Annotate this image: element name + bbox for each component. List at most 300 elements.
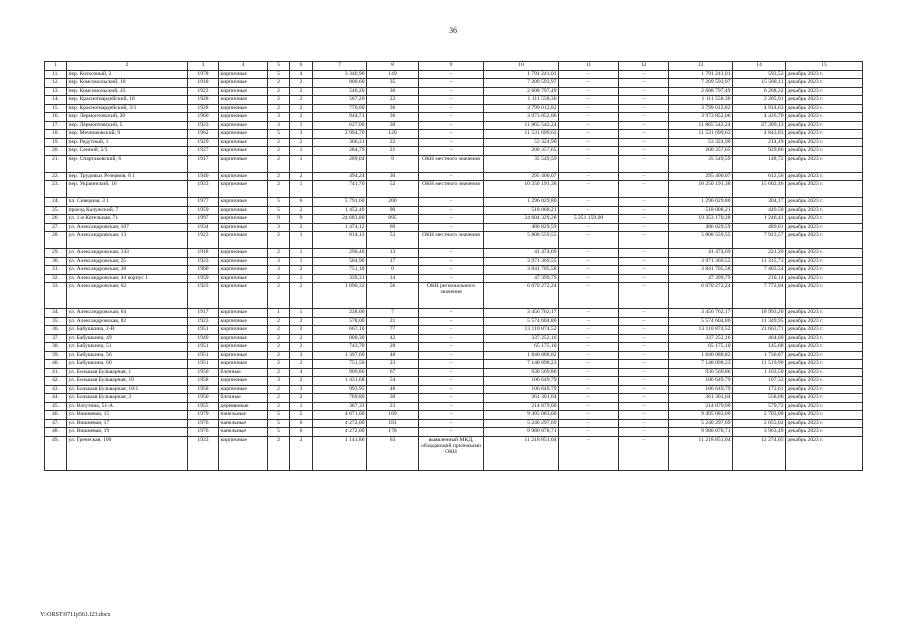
table-cell: ОКН местного значения: [419, 155, 484, 172]
table-cell: 584,90: [313, 257, 367, 266]
table-cell: 2: [268, 394, 290, 403]
table-cell: –: [419, 87, 484, 96]
table-cell: –: [559, 428, 619, 437]
table-cell: 5: [268, 70, 290, 79]
table-cell: 2: [268, 274, 290, 283]
table-cell: 1: [290, 181, 313, 198]
table-cell: декабрь 2023 г.: [786, 317, 863, 326]
table-cell: 486 829,59: [484, 223, 559, 232]
table-cell: 2: [268, 317, 290, 326]
table-cell: 1928: [188, 96, 219, 105]
table-cell: пер. Мечниковский, 9: [67, 130, 188, 139]
table-row: [45, 317, 863, 326]
table-cell: кирпичные: [219, 113, 268, 122]
table-cell: 33.: [45, 283, 67, 309]
table-cell: 2: [268, 249, 290, 258]
table-cell: кирпичные: [219, 351, 268, 360]
table-cell: 10 250 191,38: [669, 181, 733, 198]
table-cell: декабрь 2023 г.: [786, 155, 863, 172]
table-cell: декабрь 2023 г.: [786, 343, 863, 352]
table-cell: 3 456 762,17: [484, 309, 559, 318]
table-cell: 1929: [188, 138, 219, 147]
table-cell: кирпичные: [219, 155, 268, 172]
table-cell: 6 070 272,24: [484, 283, 559, 309]
table-cell: –: [559, 232, 619, 249]
table-cell: кирпичные: [219, 309, 268, 318]
table-cell: 814,13: [313, 232, 367, 249]
footer-file-path: Y:\ORST\0711p561.f23.docx: [40, 612, 111, 618]
table-row: [45, 113, 863, 122]
table-cell: 1917: [188, 155, 219, 172]
table-cell: 5 791,60: [313, 198, 367, 207]
table-cell: декабрь 2023 г.: [786, 96, 863, 105]
table-cell: 9 980 078,71: [669, 428, 733, 437]
table-cell: 930 569,86: [669, 368, 733, 377]
table-cell: 13 110 874,52: [484, 326, 559, 335]
table-cell: 1: [290, 257, 313, 266]
table-cell: 5 808 559,55: [669, 232, 733, 249]
table-cell: 3: [268, 113, 290, 122]
table-cell: ул. Александровская, 82: [67, 317, 188, 326]
table-cell: 1958: [188, 385, 219, 394]
table-row: [45, 130, 863, 139]
table-cell: –: [419, 215, 484, 224]
table-cell: 1950: [188, 394, 219, 403]
table-cell: –: [619, 309, 669, 318]
table-row: [45, 70, 863, 79]
table-cell: 169: [367, 411, 419, 420]
table-cell: кирпичные: [219, 121, 268, 130]
table-cell: –: [619, 113, 669, 122]
table-cell: 295 400,07: [669, 172, 733, 181]
table-cell: –: [619, 317, 669, 326]
table-cell: –: [419, 317, 484, 326]
table-cell: 27.: [45, 223, 67, 232]
table-cell: 944,71: [313, 113, 367, 122]
table-cell: декабрь 2023 г.: [786, 326, 863, 335]
table-row: [45, 351, 863, 360]
table-cell: –: [419, 394, 484, 403]
table-cell: 5: [268, 428, 290, 437]
table-cell: 1923: [188, 181, 219, 198]
table-cell: декабрь 2023 г.: [786, 79, 863, 88]
table-cell: 751,50: [313, 360, 367, 369]
table-row: [45, 334, 863, 343]
table-cell: 1 141,86: [313, 436, 367, 470]
table-cell: 449,50: [733, 206, 786, 215]
table-cell: 38.: [45, 343, 67, 352]
table-cell: 30: [367, 121, 419, 130]
table-cell: 2: [290, 223, 313, 232]
table-cell: декабрь 2023 г.: [786, 87, 863, 96]
table-cell: 11 218 851,04: [669, 436, 733, 470]
table-cell: 2: [290, 343, 313, 352]
table-cell: кирпичные: [219, 70, 268, 79]
table-cell: декабрь 2023 г.: [786, 130, 863, 139]
table-cell: 1 431,68: [313, 377, 367, 386]
table-cell: декабрь 2023 г.: [786, 351, 863, 360]
header-cell: 8: [367, 62, 419, 71]
table-cell: 289,04: [313, 155, 367, 172]
table-cell: 1962: [188, 130, 219, 139]
table-cell: 7 209 593,97: [484, 79, 559, 88]
table-cell: 2: [268, 96, 290, 105]
table-cell: ул. Вишневая, 15: [67, 411, 188, 420]
table-cell: 47 399,79: [669, 274, 733, 283]
table-cell: 6: [290, 198, 313, 207]
table-cell: –: [619, 172, 669, 181]
table-cell: кирпичные: [219, 130, 268, 139]
table-cell: 28.: [45, 232, 67, 249]
table-cell: ул. Александровская, 62: [67, 283, 188, 309]
table-cell: –: [419, 411, 484, 420]
table-cell: 2 055,02: [733, 419, 786, 428]
table-cell: ул. Большая Бульварная, 1: [67, 368, 188, 377]
table-cell: –: [419, 198, 484, 207]
table-cell: 14: [367, 274, 419, 283]
table-cell: –: [619, 223, 669, 232]
table-cell: кирпичные: [219, 257, 268, 266]
table-cell: –: [559, 266, 619, 275]
table-cell: декабрь 2023 г.: [786, 309, 863, 318]
table-row: [45, 215, 863, 224]
table-cell: 2: [268, 385, 290, 394]
table-cell: 200 357,65: [484, 147, 559, 156]
table-row: [45, 377, 863, 386]
table-cell: 41 474,69: [669, 249, 733, 258]
table-cell: 494,24: [313, 172, 367, 181]
table-cell: 210,14: [733, 274, 786, 283]
table-cell: 13.: [45, 87, 67, 96]
table-row: [45, 138, 863, 147]
table-cell: 37.: [45, 334, 67, 343]
table-cell: панельные: [219, 411, 268, 420]
table-cell: 106 649,79: [669, 377, 733, 386]
table-cell: –: [419, 172, 484, 181]
table-cell: –: [419, 223, 484, 232]
table-cell: 1928: [188, 104, 219, 113]
table-cell: 29.: [45, 249, 67, 258]
table-cell: декабрь 2023 г.: [786, 206, 863, 215]
table-cell: –: [619, 368, 669, 377]
table-cell: –: [559, 326, 619, 335]
table-cell: –: [619, 385, 669, 394]
table-cell: 486 829,59: [669, 223, 733, 232]
table-cell: пер. Колхозный, 2: [67, 70, 188, 79]
table-cell: –: [559, 147, 619, 156]
table-row: [45, 283, 863, 309]
table-cell: 593,52: [733, 70, 786, 79]
table-cell: 800,60: [313, 79, 367, 88]
table-cell: 3 963,49: [733, 428, 786, 437]
table-cell: 2: [268, 138, 290, 147]
table-cell: 11 315,73: [733, 257, 786, 266]
table-cell: 5: [268, 206, 290, 215]
header-cell: 4: [219, 62, 268, 71]
table-cell: 2: [290, 79, 313, 88]
table-cell: 16.: [45, 113, 67, 122]
header-cell: 5: [268, 62, 290, 71]
table-cell: декабрь 2023 г.: [786, 172, 863, 181]
table-cell: декабрь 2023 г.: [786, 70, 863, 79]
table-cell: 1979: [188, 411, 219, 420]
table-cell: –: [419, 428, 484, 437]
table-cell: –: [619, 138, 669, 147]
table-cell: кирпичные: [219, 274, 268, 283]
table-cell: 26.: [45, 215, 67, 224]
table-cell: 21: [367, 317, 419, 326]
table-cell: ул. Большая Бульварная, 10: [67, 377, 188, 386]
table-cell: 18.: [45, 130, 67, 139]
table-cell: –: [559, 394, 619, 403]
table-cell: –: [419, 326, 484, 335]
table-cell: 9 495 083,00: [484, 411, 559, 420]
table-cell: 25.: [45, 206, 67, 215]
table-cell: 11 531 699,63: [484, 130, 559, 139]
table-cell: 3 841 705,58: [669, 266, 733, 275]
table-cell: 2 205,91: [733, 96, 786, 105]
table-row: [45, 121, 863, 130]
table-cell: ул. Александровская, 44 корпус 1: [67, 274, 188, 283]
table-cell: 54: [367, 377, 419, 386]
table-cell: кирпичные: [219, 326, 268, 335]
table-cell: –: [559, 274, 619, 283]
table-cell: –: [619, 87, 669, 96]
table-cell: –: [559, 385, 619, 394]
header-cell: 13: [669, 62, 733, 71]
table-cell: 148,72: [733, 155, 786, 172]
table-cell: 47 399,79: [484, 274, 559, 283]
table-cell: 4: [290, 368, 313, 377]
table-cell: 1960: [188, 266, 219, 275]
table-cell: 7 209 593,97: [669, 79, 733, 88]
table-cell: 7: [367, 309, 419, 318]
table-cell: 1960: [188, 113, 219, 122]
table-cell: 48.: [45, 428, 67, 437]
table-cell: 2: [268, 402, 290, 411]
table-cell: ул. Бабушкина, 60: [67, 360, 188, 369]
table-cell: 587,20: [313, 96, 367, 105]
table-cell: 19.: [45, 138, 67, 147]
table-cell: 41 474,69: [484, 249, 559, 258]
table-cell: 52: [367, 181, 419, 198]
table-cell: 993,95: [313, 385, 367, 394]
table-cell: –: [419, 70, 484, 79]
table-cell: ул. Александровская, 107: [67, 223, 188, 232]
table-cell: 2: [290, 87, 313, 96]
table-cell: –: [559, 96, 619, 105]
table-cell: 106 649,79: [484, 377, 559, 386]
table-cell: 1 474,12: [313, 223, 367, 232]
table-cell: 2: [290, 317, 313, 326]
table-cell: 63: [367, 436, 419, 470]
page-number: 36: [449, 26, 457, 35]
table-cell: 9 495 083,00: [669, 411, 733, 420]
table-cell: 5: [268, 419, 290, 428]
table-cell: 35: [367, 79, 419, 88]
table-cell: 39.: [45, 351, 67, 360]
table-cell: 7 772,04: [733, 283, 786, 309]
table-cell: –: [559, 436, 619, 470]
table-cell: кирпичные: [219, 138, 268, 147]
table-cell: 2: [290, 334, 313, 343]
header-cell: 1: [45, 62, 67, 71]
table-cell: 40.: [45, 360, 67, 369]
table-cell: 2: [268, 351, 290, 360]
table-cell: 12.: [45, 79, 67, 88]
table-cell: 339,31: [313, 274, 367, 283]
table-cell: –: [419, 206, 484, 215]
table-cell: 337 252,16: [669, 334, 733, 343]
table-cell: 24 604 329,28: [484, 215, 559, 224]
table-cell: 22: [367, 96, 419, 105]
table-cell: –: [559, 172, 619, 181]
table-cell: 1997: [188, 215, 219, 224]
table-cell: ул. Александровская, 143: [67, 249, 188, 258]
table-cell: пер. Комсомольский, 18: [67, 79, 188, 88]
table-cell: –: [559, 317, 619, 326]
table-cell: –: [419, 266, 484, 275]
table-cell: 1940: [188, 172, 219, 181]
table-cell: 1958: [188, 377, 219, 386]
table-cell: 21 663,71: [733, 326, 786, 335]
table-cell: 3 799 012,82: [484, 104, 559, 113]
table-cell: 53 324,90: [669, 138, 733, 147]
table-cell: кирпичные: [219, 215, 268, 224]
table-cell: 4 272,00: [313, 419, 367, 428]
table-row: [45, 343, 863, 352]
table-cell: кирпичные: [219, 232, 268, 249]
table-cell: 2: [268, 360, 290, 369]
table-cell: 17.: [45, 121, 67, 130]
table-cell: 5 808 559,55: [484, 232, 559, 249]
table-cell: декабрь 2023 г.: [786, 249, 863, 258]
table-row: [45, 104, 863, 113]
table-cell: 3 971 369,55: [669, 257, 733, 266]
table-cell: 1: [290, 309, 313, 318]
table-cell: ул. Александровская, 38: [67, 266, 188, 275]
table-cell: –: [419, 351, 484, 360]
table-cell: –: [619, 377, 669, 386]
table-cell: ул. Бабушкина, 56: [67, 351, 188, 360]
table-cell: 361 301,64: [484, 394, 559, 403]
header-cell: 3: [188, 62, 219, 71]
table-cell: 1951: [188, 360, 219, 369]
table-cell: 1: [268, 309, 290, 318]
table-cell: 15 568,11: [733, 79, 786, 88]
table-cell: 1: [290, 121, 313, 130]
table-cell: 13 110 874,52: [669, 326, 733, 335]
table-cell: 32.: [45, 274, 67, 283]
table-cell: 1 840 088,82: [484, 351, 559, 360]
table-cell: 2: [290, 138, 313, 147]
table-cell: 23: [367, 360, 419, 369]
table-cell: декабрь 2023 г.: [786, 181, 863, 198]
table-cell: –: [619, 130, 669, 139]
table-cell: 35.: [45, 317, 67, 326]
table-cell: –: [619, 266, 669, 275]
table-cell: ул. Бабушкина, 2-В: [67, 326, 188, 335]
table-cell: –: [559, 87, 619, 96]
table-cell: 41.: [45, 368, 67, 377]
table-cell: –: [419, 138, 484, 147]
table-cell: –: [619, 206, 669, 215]
table-cell: ул. Вишневая, 19: [67, 428, 188, 437]
table-cell: ул. Бабушкина, 49: [67, 334, 188, 343]
table-cell: декабрь 2023 г.: [786, 402, 863, 411]
table-cell: пер. Украинский, 16: [67, 181, 188, 198]
table-cell: 35 549,59: [484, 155, 559, 172]
table-cell: 800,30: [313, 334, 367, 343]
table-cell: 2: [268, 436, 290, 470]
table-cell: 3: [290, 130, 313, 139]
table-cell: –: [619, 249, 669, 258]
table-cell: 2: [268, 343, 290, 352]
table-cell: кирпичные: [219, 334, 268, 343]
table-cell: кирпичные: [219, 385, 268, 394]
table-cell: –: [559, 402, 619, 411]
table-cell: –: [619, 436, 669, 470]
table-cell: 1918: [188, 249, 219, 258]
table-cell: кирпичные: [219, 317, 268, 326]
table-cell: кирпичные: [219, 87, 268, 96]
table-cell: 10 250 191,38: [484, 181, 559, 198]
table-cell: 2: [290, 326, 313, 335]
table-cell: ОКН регионального значения: [419, 283, 484, 309]
table-cell: декабрь 2023 г.: [786, 113, 863, 122]
table-cell: декабрь 2023 г.: [786, 198, 863, 207]
table-cell: 6: [290, 419, 313, 428]
table-cell: ул. Александровская, 64: [67, 309, 188, 318]
table-cell: 214,49: [733, 138, 786, 147]
table-cell: 1 296 029,80: [669, 198, 733, 207]
table-cell: 5 240 297,69: [484, 419, 559, 428]
table-cell: 1 840 088,82: [669, 351, 733, 360]
table-cell: 5: [268, 130, 290, 139]
header-cell: 2: [67, 62, 188, 71]
table-cell: 1951: [188, 351, 219, 360]
table-cell: 1 397,60: [313, 351, 367, 360]
table-cell: –: [619, 147, 669, 156]
table-cell: –: [559, 181, 619, 198]
table-cell: 2 994,70: [313, 130, 367, 139]
table-cell: 24 683,80: [313, 215, 367, 224]
table-cell: 3: [268, 266, 290, 275]
table-cell: 11 519,90: [733, 360, 786, 369]
table-cell: декабрь 2023 г.: [786, 334, 863, 343]
table-cell: –: [419, 113, 484, 122]
table-row: [45, 172, 863, 181]
table-cell: 42: [367, 334, 419, 343]
header-cell: 14: [733, 62, 786, 71]
table-cell: 741,70: [313, 181, 367, 198]
table-cell: 7 913,57: [733, 232, 786, 249]
table-cell: 13: [367, 249, 419, 258]
table-cell: 56: [367, 283, 419, 309]
table-cell: декабрь 2023 г.: [786, 215, 863, 224]
table-cell: 3: [290, 351, 313, 360]
table-cell: 2: [268, 334, 290, 343]
table-cell: 1 452,40: [313, 206, 367, 215]
table-cell: 2: [290, 104, 313, 113]
table-cell: 1976: [188, 428, 219, 437]
table-cell: 1: [290, 249, 313, 258]
table-cell: 2: [290, 377, 313, 386]
table-cell: кирпичные: [219, 198, 268, 207]
table-cell: 17: [367, 257, 419, 266]
table-cell: –: [619, 232, 669, 249]
table-cell: –: [419, 419, 484, 428]
